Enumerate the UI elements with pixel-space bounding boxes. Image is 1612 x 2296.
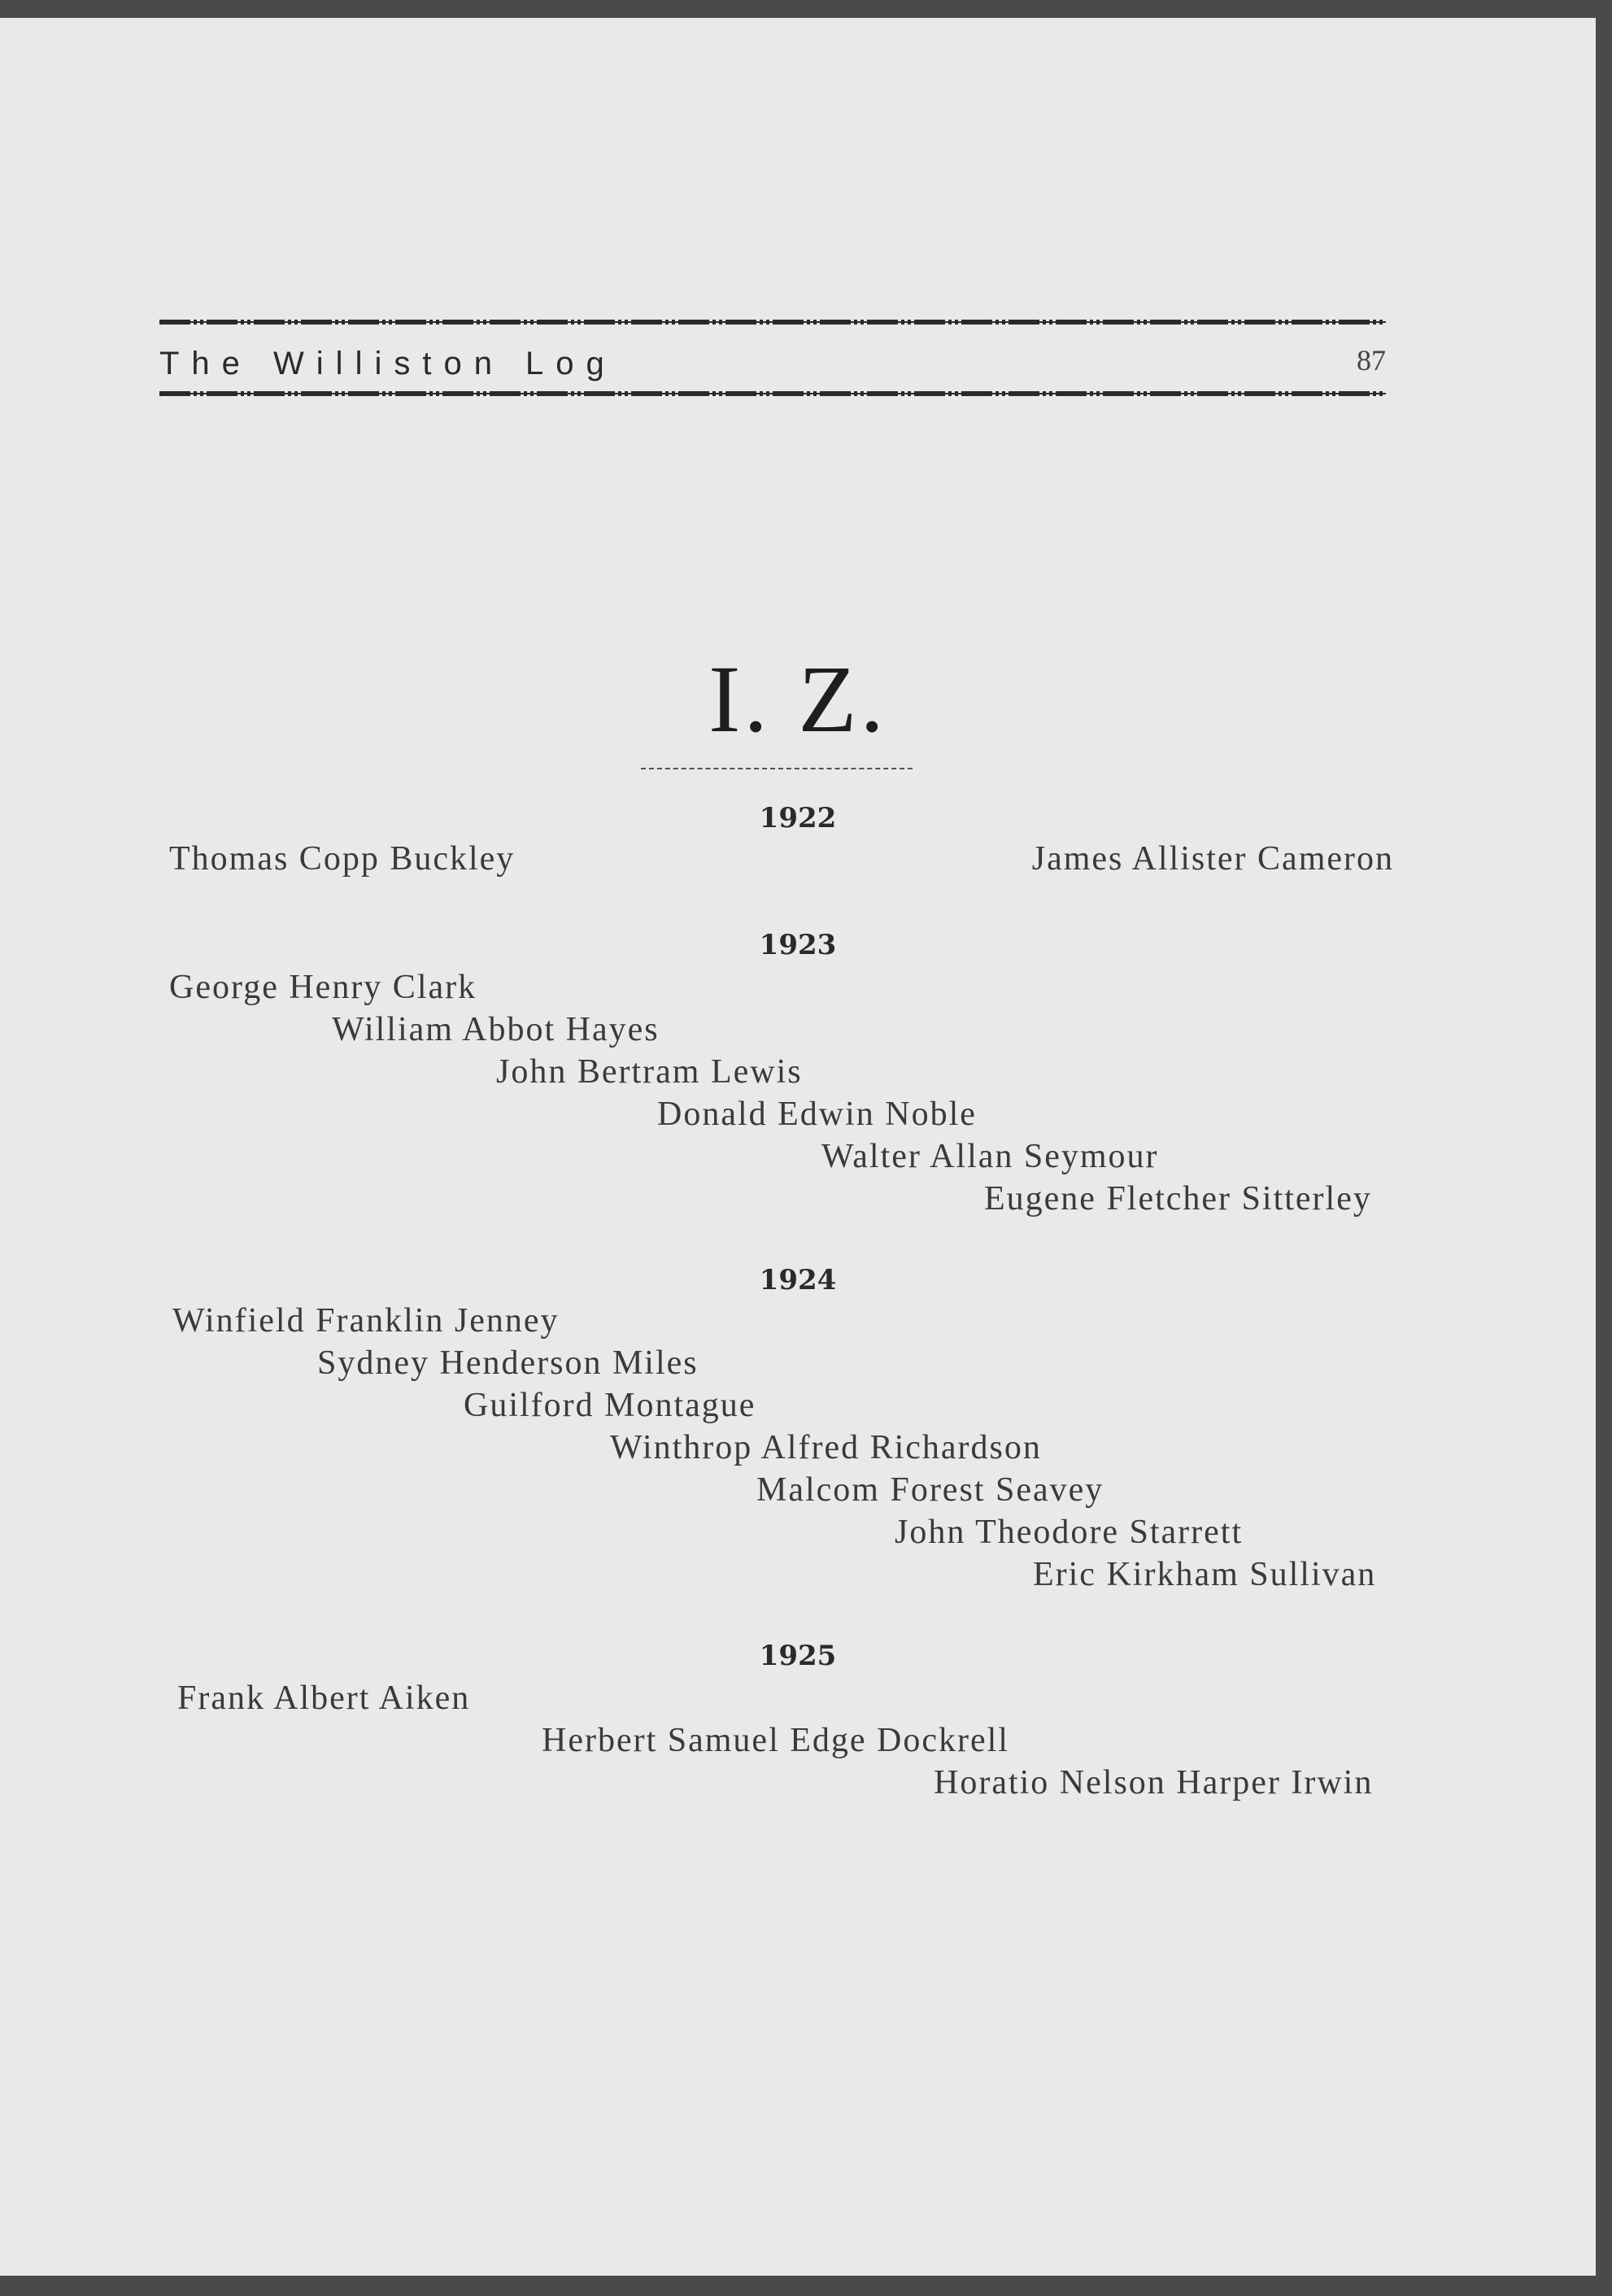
member-name: Frank Albert Aiken [177, 1680, 471, 1717]
member-name: Winthrop Alfred Richardson [610, 1429, 1042, 1466]
member-name: John Theodore Starrett [895, 1514, 1244, 1551]
member-name: George Henry Clark [169, 969, 477, 1006]
member-name: John Bertram Lewis [496, 1053, 803, 1091]
member-name: Donald Edwin Noble [657, 1096, 977, 1133]
header-top-rule [159, 320, 1386, 325]
member-name: Thomas Copp Buckley [169, 840, 516, 878]
class-year-1924: 1924 [759, 1264, 837, 1296]
member-name: William Abbot Hayes [332, 1011, 660, 1048]
running-title: The Williston Log [159, 346, 616, 381]
member-name: Herbert Samuel Edge Dockrell [542, 1722, 1009, 1759]
member-name: Winfield Franklin Jenney [172, 1302, 560, 1340]
member-name: James Allister Cameron [1031, 840, 1394, 878]
member-name: Eric Kirkham Sullivan [1033, 1556, 1377, 1593]
document-page [0, 18, 1596, 2276]
member-name: Walter Allan Seymour [821, 1138, 1159, 1175]
class-year-1923: 1923 [759, 929, 837, 961]
page-number: 87 [1357, 344, 1386, 377]
member-name: Guilford Montague [464, 1387, 756, 1424]
member-name: Sydney Henderson Miles [317, 1344, 699, 1382]
page-heading: I. Z. [708, 646, 887, 752]
header-bottom-rule [159, 391, 1386, 396]
member-name: Eugene Fletcher Sitterley [984, 1180, 1372, 1218]
class-year-1925: 1925 [759, 1640, 837, 1672]
member-name: Malcom Forest Seavey [756, 1471, 1104, 1509]
member-name: Horatio Nelson Harper Irwin [934, 1764, 1374, 1802]
heading-divider [641, 768, 913, 769]
class-year-1922: 1922 [759, 802, 837, 834]
